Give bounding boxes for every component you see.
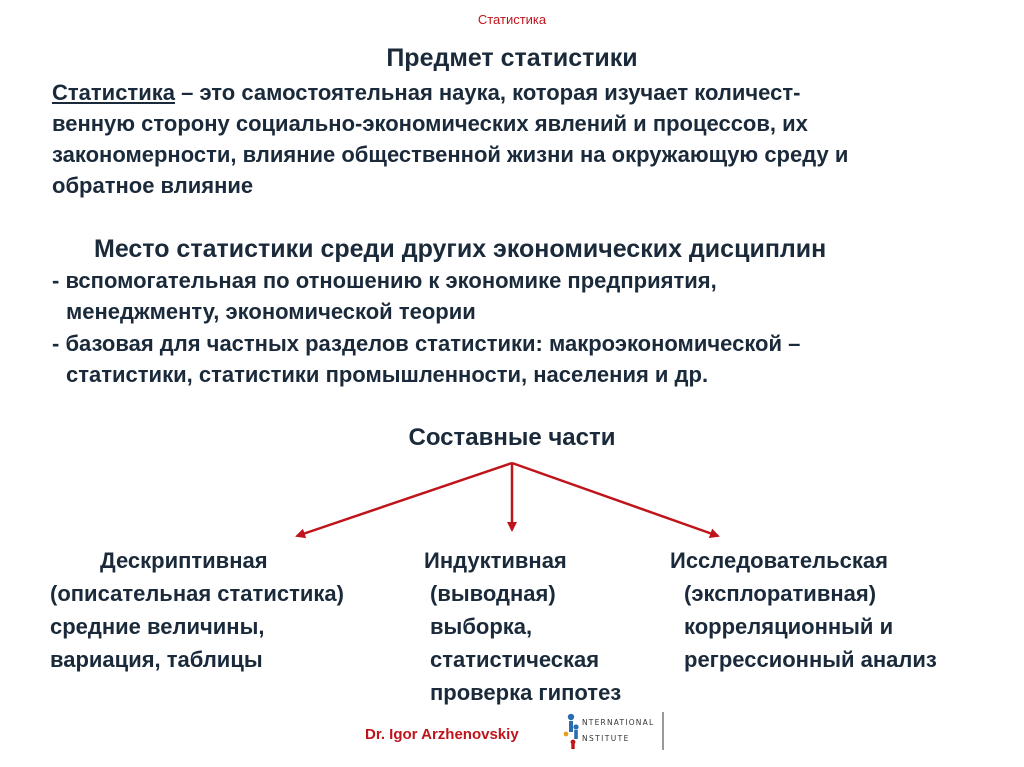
column-inductive-title: Индуктивная [424,548,567,573]
institute-logo-icon [562,712,666,750]
footer-author: Dr. Igor Arzhenovskiy [365,726,519,743]
column-descriptive-line-1: (описательная статистика) [50,581,344,606]
definition-term: Статистика [52,80,175,105]
place-item-1-line-1: - вспомогательная по отношению к экономике предприятия, [52,268,717,293]
column-exploratory-line-1: (эксплоративная) [684,581,877,606]
slide-header: Статистика [477,12,547,27]
subject-title: Предмет статистики [386,44,638,72]
column-exploratory-title: Исследовательская [670,548,888,573]
definition-line-3: закономерности, влияние общественной жизни на окружающую среду и [52,142,849,167]
column-descriptive-title: Дескриптивная [100,548,268,573]
column-inductive-line-2: выборка, [430,614,533,639]
definition-line-4: обратное влияние [52,173,254,198]
column-descriptive-line-3: вариация, таблицы [50,647,263,672]
parts-title: Составные части [408,424,616,451]
definition-line-2: венную сторону социально-экономических явлений и процессов, их [52,111,808,136]
column-inductive-line-3: статистическая [430,647,600,672]
column-exploratory-line-2: корреляционный и [684,614,894,639]
column-exploratory-line-3: регрессионный анализ [684,647,937,672]
arrow-left [297,463,512,536]
place-title: Место статистики среди других экономических дисциплин [94,235,827,263]
definition-line-1-rest: – это самостоятельная наука, которая изучает количест- [174,80,801,105]
logo-line-1: NTERNATIONAL [582,718,655,727]
column-inductive-line-1: (выводная) [430,581,556,606]
column-descriptive-line-2: средние величины, [50,614,265,639]
logo-line-2: NSTITUTE [582,734,630,743]
place-item-2-line-2: статистики, статистики промышленности, населения и др. [66,362,709,387]
place-item-2-line-1: - базовая для частных разделов статистики: макроэкономической – [52,331,801,356]
place-item-1-line-2: менеджменту, экономической теории [66,299,476,324]
column-inductive-line-4: проверка гипотез [430,680,622,705]
arrow-right [512,463,718,536]
